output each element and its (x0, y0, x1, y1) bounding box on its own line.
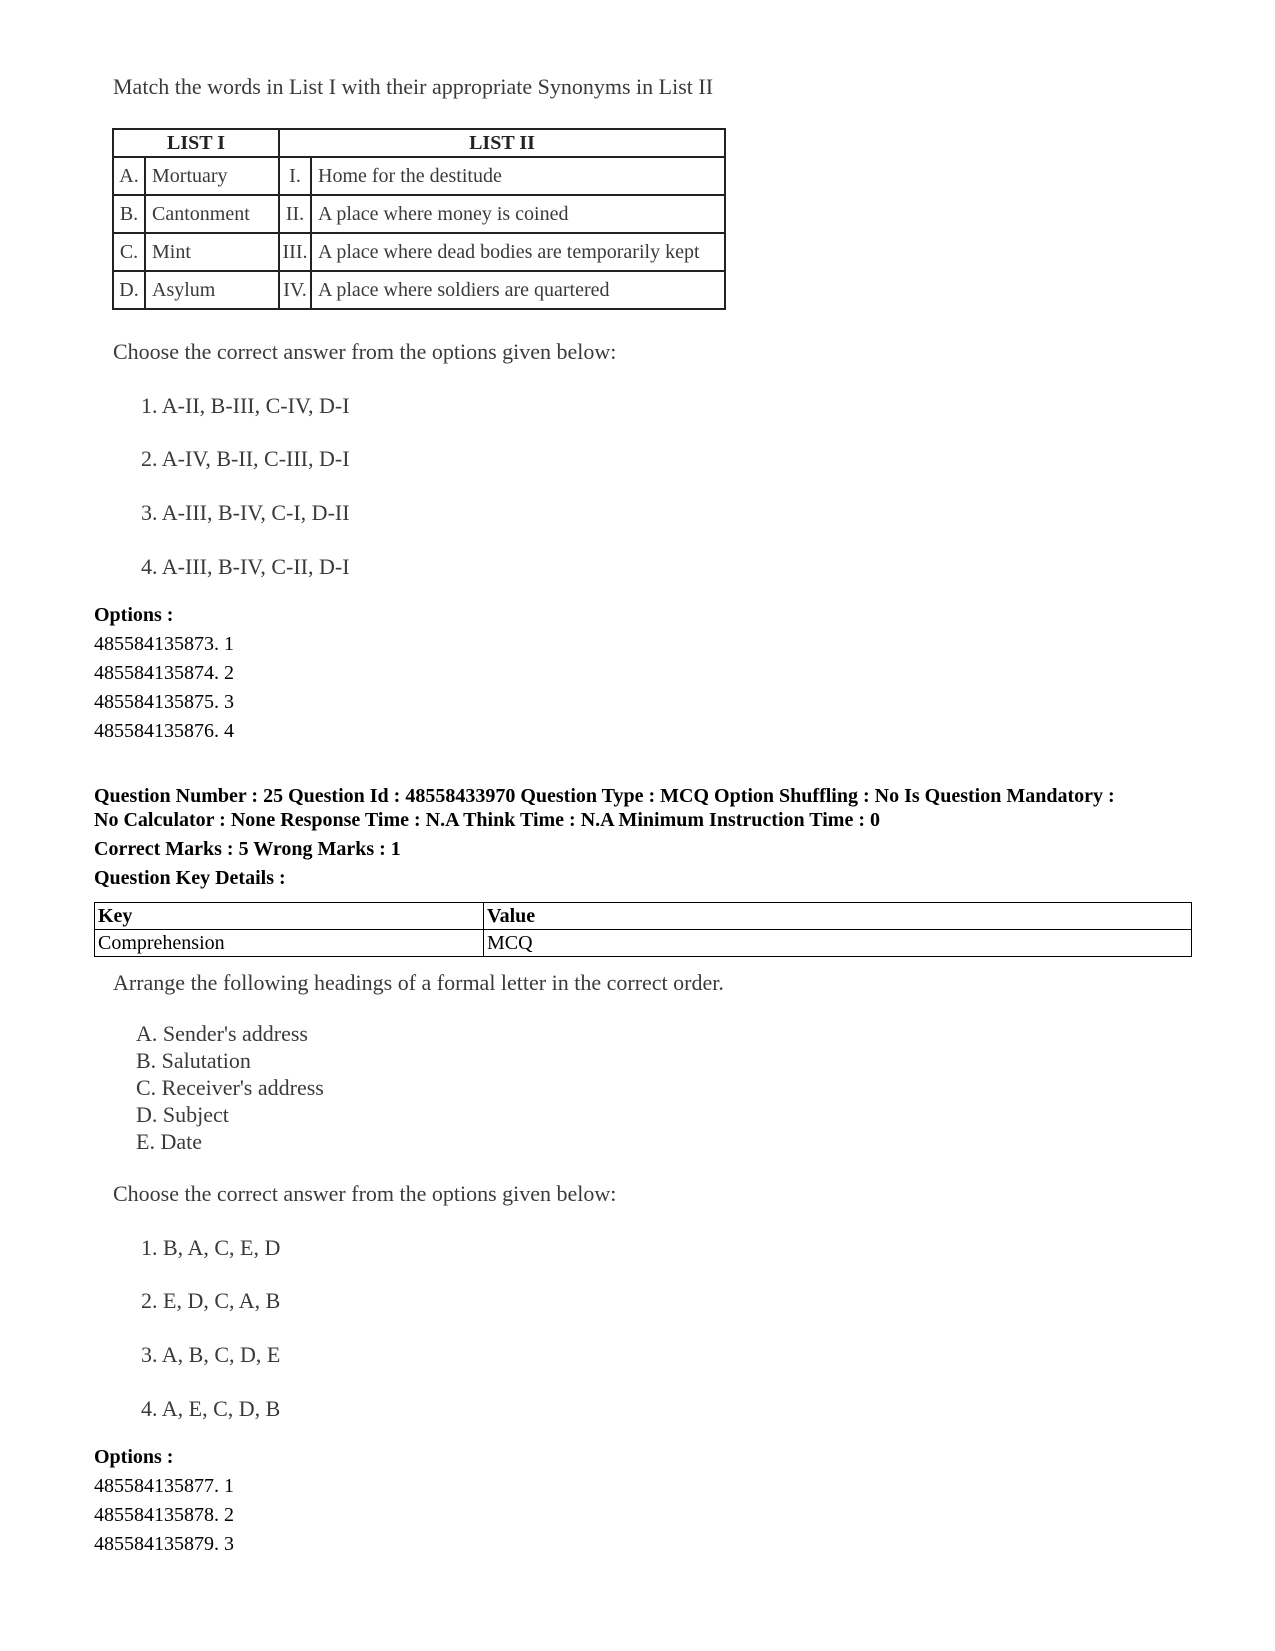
q25-item-c: C. Receiver's address (136, 1075, 324, 1100)
q24-answer-2: 2. A-IV, B-II, C-III, D-I (141, 446, 350, 471)
q24-option-id-4: 485584135876. 4 (94, 720, 234, 742)
row-letter: A. (113, 157, 145, 195)
q25-meta-line-1: Question Number : 25 Question Id : 48558433970 Question Type : MCQ Option Shuffling : No Is Question Mandatory : (94, 785, 1115, 807)
q25-key-details-label: Question Key Details : (94, 867, 286, 889)
row-roman: IV. (279, 271, 311, 309)
table-row (113, 157, 725, 195)
q25-item-e: E. Date (136, 1129, 202, 1154)
match-table-header (113, 129, 725, 157)
q25-answer-2: 2. E, D, C, A, B (141, 1288, 281, 1313)
q25-option-id-1: 485584135877. 1 (94, 1475, 234, 1497)
row-roman: III. (279, 233, 311, 271)
q25-options-label: Options : (94, 1446, 174, 1468)
row-definition: A place where money is coined (311, 195, 725, 233)
row-letter: B. (113, 195, 145, 233)
q24-prompt: Match the words in List I with their appropriate Synonyms in List II (113, 74, 714, 99)
q25-meta-line-2: No Calculator : None Response Time : N.A Think Time : N.A Minimum Instruction Time : 0 (94, 809, 880, 831)
match-table (112, 128, 726, 310)
row-roman: II. (279, 195, 311, 233)
q25-marks: Correct Marks : 5 Wrong Marks : 1 (94, 838, 401, 860)
table-row (113, 233, 725, 271)
value-header: Value (484, 903, 1192, 930)
table-row (95, 930, 1192, 957)
q25-prompt: Arrange the following headings of a formal letter in the correct order. (113, 970, 724, 995)
q25-answer-3: 3. A, B, C, D, E (141, 1342, 281, 1367)
row-letter: D. (113, 271, 145, 309)
table-row (113, 271, 725, 309)
row-definition: A place where dead bodies are temporarily kept (311, 233, 725, 271)
table-row (113, 195, 725, 233)
key-table-header (95, 903, 1192, 930)
q24-option-id-1: 485584135873. 1 (94, 633, 234, 655)
q25-answer-1: 1. B, A, C, E, D (141, 1235, 281, 1260)
q25-item-a: A. Sender's address (136, 1021, 308, 1046)
q24-option-id-2: 485584135874. 2 (94, 662, 234, 684)
list2-header: LIST II (279, 129, 725, 157)
row-letter: C. (113, 233, 145, 271)
row-roman: I. (279, 157, 311, 195)
row-definition: A place where soldiers are quartered (311, 271, 725, 309)
row-word: Mortuary (145, 157, 279, 195)
row-definition: Home for the destitude (311, 157, 725, 195)
q24-choose-instruction: Choose the correct answer from the options given below: (113, 339, 617, 364)
q25-option-id-3: 485584135879. 3 (94, 1533, 234, 1555)
row-word: Mint (145, 233, 279, 271)
list1-header: LIST I (113, 129, 279, 157)
q25-item-b: B. Salutation (136, 1048, 251, 1073)
q25-option-id-2: 485584135878. 2 (94, 1504, 234, 1526)
row-word: Asylum (145, 271, 279, 309)
q24-answer-4: 4. A-III, B-IV, C-II, D-I (141, 554, 350, 579)
row-word: Cantonment (145, 195, 279, 233)
q25-answer-4: 4. A, E, C, D, B (141, 1396, 281, 1421)
q25-item-d: D. Subject (136, 1102, 229, 1127)
q24-options-label: Options : (94, 604, 174, 626)
key-details-table (94, 902, 1192, 957)
key-header: Key (95, 903, 484, 930)
key-cell: Comprehension (95, 930, 484, 957)
q24-answer-1: 1. A-II, B-III, C-IV, D-I (141, 393, 350, 418)
q24-option-id-3: 485584135875. 3 (94, 691, 234, 713)
value-cell: MCQ (484, 930, 1192, 957)
q24-answer-3: 3. A-III, B-IV, C-I, D-II (141, 500, 350, 525)
q25-choose-instruction: Choose the correct answer from the options given below: (113, 1181, 617, 1206)
